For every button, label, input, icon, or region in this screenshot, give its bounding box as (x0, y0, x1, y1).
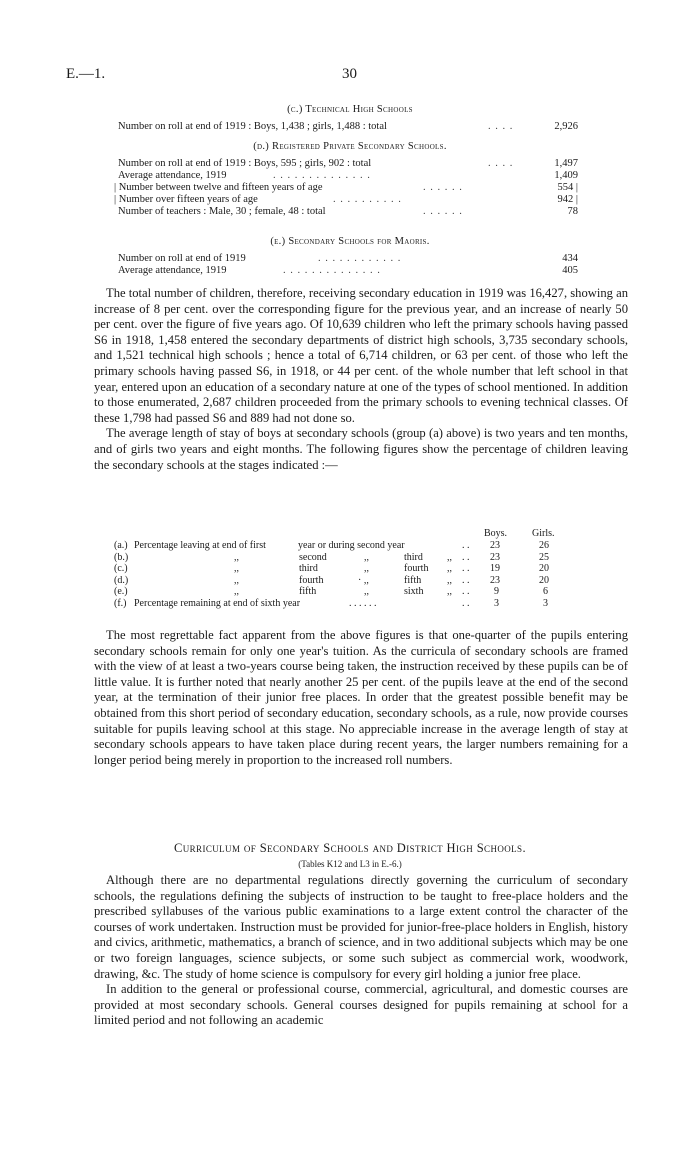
row-text: fourth (299, 574, 324, 586)
leader-dots: . . . . . . . . . . (333, 194, 402, 205)
stat-label: Number on roll at end of 1919 : Boys, 1,438 ; girls, 1,488 : total (118, 121, 387, 132)
stat-value: 1,409 (554, 170, 578, 181)
table-row (114, 586, 654, 598)
column-header-girls: Girls. (532, 528, 555, 539)
stat-label: Number on roll at end of 1919 : Boys, 595 ; girls, 902 : total (118, 158, 372, 169)
leader-dots: . . . . . . . . . . . . (318, 253, 402, 264)
body-text-block (94, 873, 628, 1029)
section-subtitle: (Tables K12 and L3 in E.-6.) (298, 859, 402, 869)
document-reference: E.—1. (66, 66, 106, 82)
row-text: second (299, 551, 327, 563)
boys-value: 3 (494, 597, 499, 609)
stat-label: Average attendance, 1919 (118, 170, 227, 181)
girls-value: 26 (539, 540, 549, 551)
stat-value: 434 (562, 253, 578, 264)
stat-label: Number on roll at end of 1919 (118, 253, 246, 264)
section-heading-registered: (d.) Registered Private Secondary Schools. (253, 141, 447, 152)
ditto-mark: ,, (364, 551, 369, 563)
section-title-curriculum: Curriculum of Secondary Schools and District High Schools. (174, 841, 526, 855)
leader-dots: . . (462, 540, 470, 551)
leader-dots: . . . . . . (423, 206, 463, 217)
leader-dots: . . . . . . . . . . . . . . (273, 170, 371, 181)
boys-value: 19 (490, 563, 500, 574)
leader-dots: . . . . . . . . . . . . . . (283, 265, 381, 276)
table-row (114, 540, 654, 552)
section-heading-technical: (c.) Technical High Schools (287, 104, 413, 115)
row-text: third (404, 551, 423, 563)
girls-value: 20 (539, 563, 549, 574)
paragraph: The most regrettable fact apparent from the above figures is that one-quarter of the pupils entering secondary schools remain for only one year's tuition. As the curricula of secondary schools are framed with the view of at least a two-years course being taken, the instruction received by these pupils can be of little value. It is further noted that nearly another 25 per cent. of the pupils leave at the end of the second year, at the termination of their junior free places. In order that the greatest possible benefit may be obtained from this short period of secondary education, secondary schools, as a rule, now provide courses suitable for pupils leaving school at this stage. No appreciable increase in the average length of stay at secondary schools appears to have taken place during recent years, the larger numbers remaining for a longer period being merely in proportion to the increased roll numbers. (94, 628, 628, 767)
table-row (114, 563, 654, 575)
ditto-mark: ,, (234, 586, 239, 597)
stat-value: 78 (567, 206, 578, 217)
table-row (114, 598, 654, 610)
stat-value: 2,926 (554, 121, 578, 132)
leader-dots: . . (462, 586, 470, 597)
boys-value: 23 (490, 551, 500, 563)
stat-label: | Number between twelve and fifteen years of age (114, 182, 323, 193)
body-text-block (94, 628, 628, 768)
table-row (114, 552, 654, 564)
row-key: (d.) (114, 574, 129, 586)
row-text: third (299, 563, 318, 574)
boys-value: 9 (494, 586, 499, 597)
ditto-mark: ,, (364, 586, 369, 597)
row-text: fifth (404, 574, 422, 586)
leader-dots: . . (462, 597, 470, 609)
girls-value: 3 (543, 597, 548, 609)
row-key: (f.) (114, 597, 127, 609)
leader-dots: . . . . (488, 121, 514, 132)
paragraph: The average length of stay of boys at secondary schools (group (a) above) is two years and ten months, and of girls two years and eight months. The following figures show the percentage of children leaving the secondary schools at the stages indicated :— (94, 426, 628, 472)
row-text: fourth (404, 563, 429, 574)
stat-value: 1,497 (554, 158, 578, 169)
stat-value: 942 | (557, 194, 578, 205)
body-text-block (94, 286, 628, 473)
leader-dots: . . (462, 563, 470, 574)
ditto-mark: · ,, (358, 574, 369, 586)
ditto-mark: ,, (447, 563, 452, 574)
stay-percentage-table (114, 528, 654, 609)
girls-value: 6 (543, 586, 548, 597)
boys-value: 23 (490, 574, 500, 586)
table-row (114, 575, 654, 587)
stat-label: Average attendance, 1919 (118, 265, 227, 276)
row-text: year or during second year (298, 540, 405, 551)
row-key: (a.) (114, 540, 128, 551)
leader-dots: . . . . (488, 158, 514, 169)
paragraph: Although there are no departmental regulations directly governing the curriculum of secondary schools, the regulations defining the subjects of instruction to be taught to free-place holders and the prescribed syllabuses of the various public examinations to a large extent control the character of the courses of work undertaken. Instruction must be provided for junior-free-place holders in English, history and civics, arithmetic, mathematics, a branch of science, and in two additional subjects which may be one or two foreign languages, science subjects, or some such subject as commercial work, woodwork, drawing, &c. The study of home science is compulsory for every girl holding a junior free place. (94, 873, 628, 981)
leader-dots: . . . . . . (349, 597, 377, 609)
page-number: 30 (342, 66, 357, 82)
stat-label: | Number over fifteen years of age (114, 194, 258, 205)
ditto-mark: ,, (447, 586, 452, 597)
paragraph: The total number of children, therefore, receiving secondary education in 1919 was 16,427, showing an increase of 8 per cent. over the corresponding figure for the previous year, and an increase of nearly 50 per cent. over the figure of five years ago. Of 10,639 children who left the primary schools having passed S6 in 1918, 1,458 entered the secondary departments of district high schools, 3,735 secondary schools, and 1,521 technical high schools ; hence a total of 6,714 children, or 63 per cent. of those who left the primary schools having passed S6, in 1918, or 44 per cent. of the whole number that left school in that year, entered upon an education of a secondary nature at one of the types of school mentioned. In addition to those enumerated, 2,687 children proceeded from the primary schools to evening technical classes. Of these 1,798 had passed S6 and 889 had not done so. (94, 286, 628, 425)
ditto-mark: ,, (234, 551, 239, 563)
row-key: (e.) (114, 586, 128, 597)
girls-value: 25 (539, 551, 549, 563)
ditto-mark: ,, (364, 563, 369, 574)
stat-value: 554 | (557, 182, 578, 193)
ditto-mark: ,, (234, 563, 239, 574)
stat-value: 405 (562, 265, 578, 276)
paragraph: In addition to the general or professional course, commercial, agricultural, and domestic courses are provided at most secondary schools. General courses designed for pupils remaining at school for a limited period and not following an academic (94, 982, 628, 1028)
row-text: Percentage remaining at end of sixth year (134, 597, 301, 609)
row-text: fifth (299, 586, 317, 597)
stat-label: Number of teachers : Male, 30 ; female, 48 : total (118, 206, 326, 217)
leader-dots: . . (462, 574, 470, 586)
row-key: (c.) (114, 563, 128, 574)
column-header-boys: Boys. (484, 528, 508, 539)
boys-value: 23 (490, 540, 500, 551)
row-key: (b.) (114, 551, 129, 563)
ditto-mark: ,, (447, 551, 452, 563)
leader-dots: . . (462, 551, 470, 563)
girls-value: 20 (539, 574, 549, 586)
leader-dots: . . . . . . (423, 182, 463, 193)
row-text: Percentage leaving at end of first (134, 540, 266, 551)
row-text: sixth (404, 586, 424, 597)
ditto-mark: ,, (447, 574, 452, 586)
section-heading-maoris: (e.) Secondary Schools for Maoris. (270, 236, 430, 247)
ditto-mark: ,, (234, 574, 239, 586)
